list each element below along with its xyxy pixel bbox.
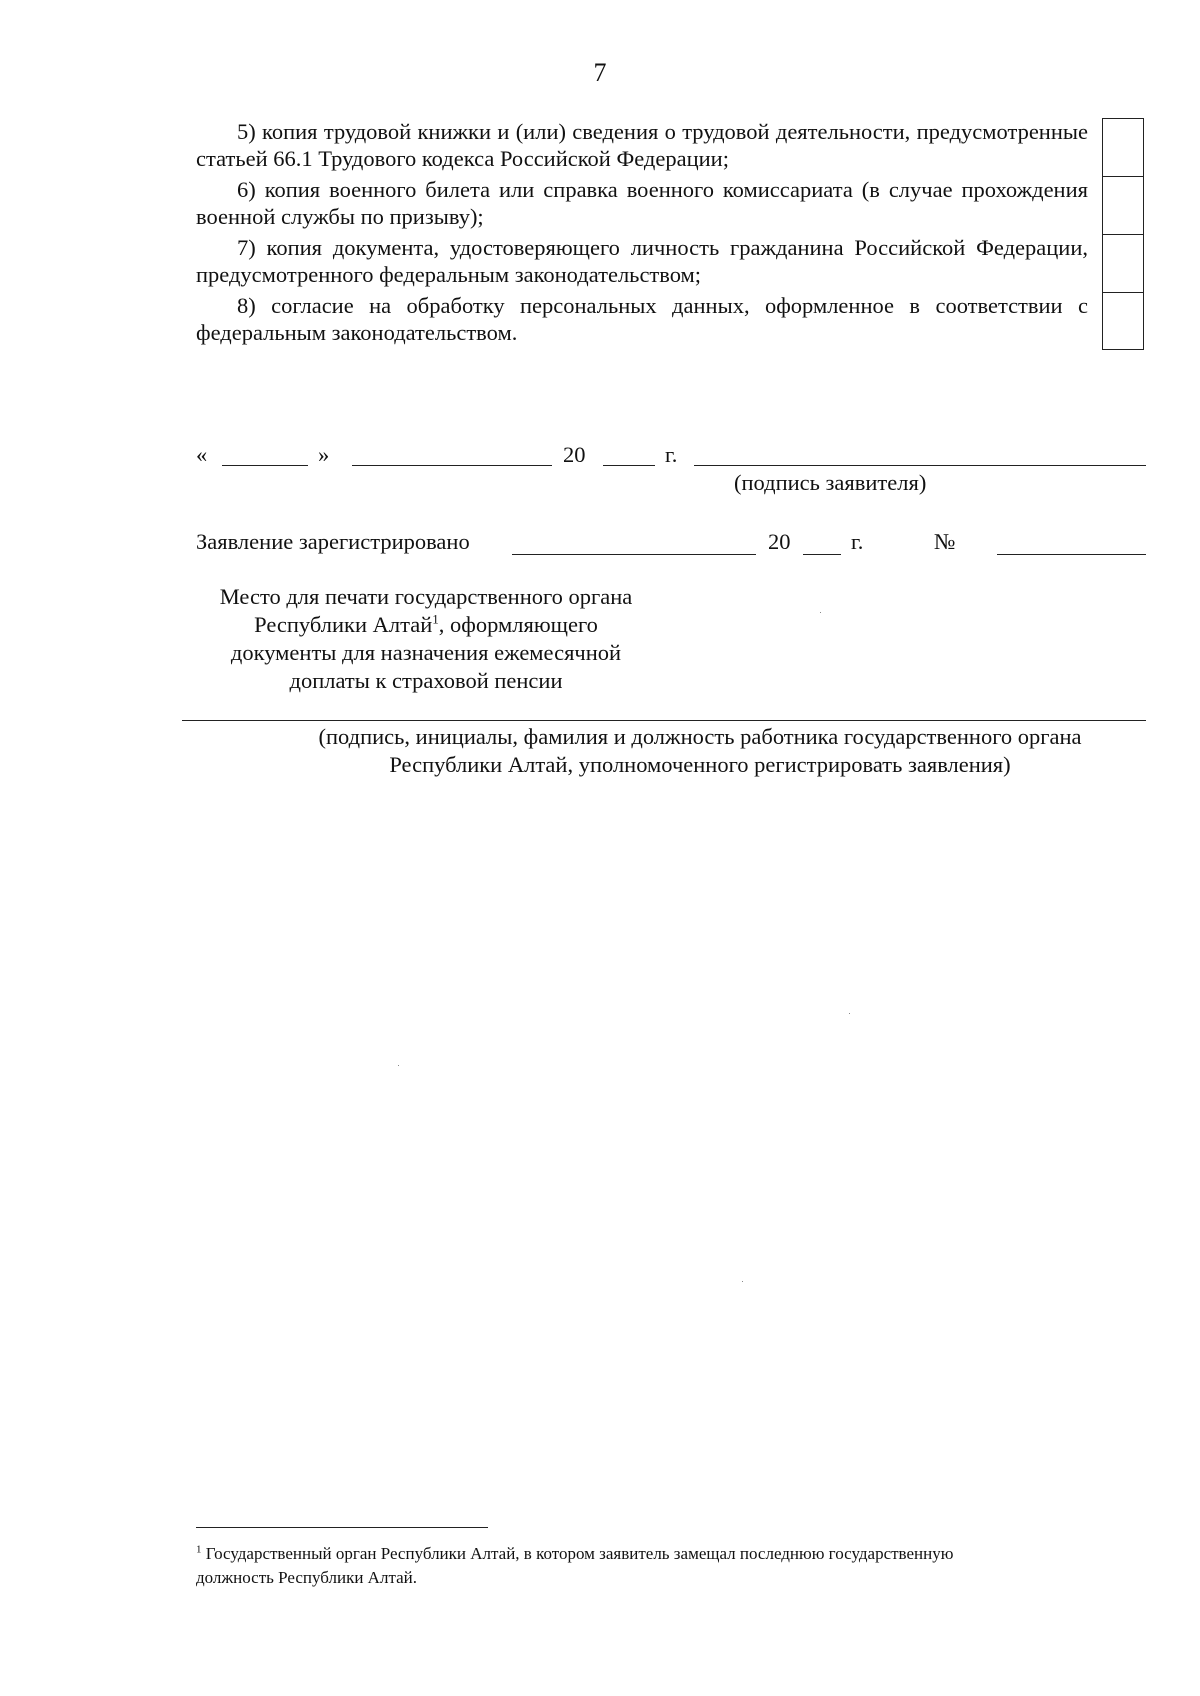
scan-speck	[849, 1013, 850, 1014]
registration-year-prefix: 20	[768, 529, 791, 554]
employee-signature-caption	[260, 723, 1140, 779]
seal-footnote-marker[interactable]: 1	[432, 611, 439, 627]
document-item-text: 5) копия трудовой книжки и (или) сведения о трудовой деятельности, предусмотренные статьей 66.1 Трудового кодекса Российской Федерации;	[196, 119, 1088, 171]
year-field[interactable]	[603, 465, 655, 466]
document-list	[196, 118, 1096, 350]
scan-speck	[742, 1281, 743, 1282]
seal-line-2-b: , оформляющего	[438, 612, 598, 637]
document-item-text: 7) копия документа, удостоверяющего личность гражданина Российской Федерации, предусмотренного федеральным законодательством;	[196, 235, 1088, 287]
registration-label: Заявление зарегистрировано	[196, 529, 470, 554]
seal-line-3: документы для назначения ежемесячной	[230, 640, 622, 665]
page-number: 7	[593, 58, 607, 87]
document-item-8	[196, 292, 1096, 350]
footnote-text: Государственный орган Республики Алтай, в котором заявитель замещал последнюю государственную должность Республики Алтай.	[196, 1544, 954, 1587]
employee-caption-line-1: (подпись, инициалы, фамилия и должность работника государственного органа	[318, 724, 1082, 749]
registration-year-suffix: г.	[851, 529, 864, 554]
document-checkbox-6[interactable]	[1102, 176, 1144, 234]
seal-place	[196, 583, 656, 695]
registration-year-field[interactable]	[803, 554, 841, 555]
registration-number-field[interactable]	[997, 554, 1146, 555]
seal-line-1: Место для печати государственного органа	[219, 584, 633, 609]
employee-signature-field[interactable]	[182, 720, 1146, 721]
date-close-quote: »	[318, 442, 330, 467]
applicant-signature-caption: (подпись заявителя)	[734, 470, 927, 495]
year-suffix: г.	[665, 442, 678, 467]
registration-date-field[interactable]	[512, 554, 756, 555]
day-field[interactable]	[222, 465, 308, 466]
document-item-5	[196, 118, 1096, 176]
footnote-marker: 1	[196, 1543, 202, 1556]
employee-caption-line-2: Республики Алтай, уполномоченного регистрировать заявления)	[389, 752, 1011, 777]
month-field[interactable]	[352, 465, 552, 466]
document-checkbox-5[interactable]	[1102, 118, 1144, 176]
document-checkbox-8[interactable]	[1102, 292, 1144, 350]
registration-number-sign: №	[934, 529, 956, 554]
date-open-quote: «	[196, 442, 208, 467]
footnote	[196, 1542, 1016, 1590]
seal-line-2-a: Республики Алтай	[254, 612, 433, 637]
document-item-text: 6) копия военного билета или справка военного комиссариата (в случае прохождения военной службы по призыву);	[196, 177, 1088, 229]
seal-line-4: доплаты к страховой пенсии	[289, 668, 563, 693]
document-item-6	[196, 176, 1096, 234]
document-checkbox-7[interactable]	[1102, 234, 1144, 292]
document-item-7	[196, 234, 1096, 292]
scan-speck	[398, 1065, 399, 1066]
seal-line-2	[196, 611, 656, 639]
scan-speck	[820, 612, 821, 613]
applicant-signature-field[interactable]	[694, 465, 1146, 466]
document-item-text: 8) согласие на обработку персональных данных, оформленное в соответствии с федеральным законодательством.	[196, 293, 1088, 345]
year-prefix: 20	[563, 442, 586, 467]
footnote-divider	[196, 1527, 488, 1528]
